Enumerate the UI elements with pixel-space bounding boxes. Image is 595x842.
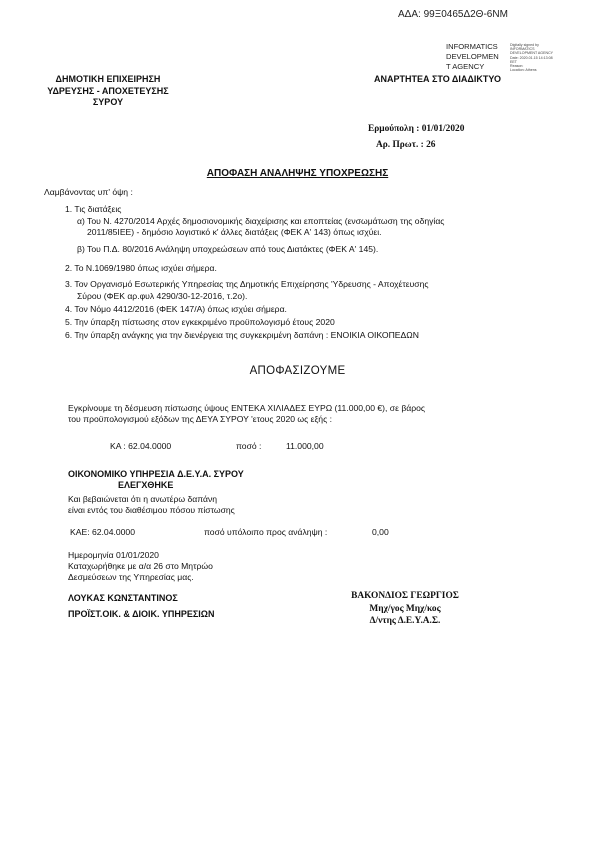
signatory-right — [340, 590, 470, 628]
signatory-right-name: ΒΑΚΟΝΔΙΟΣ ΓΕΩΡΓΙΟΣ — [351, 591, 459, 601]
place-date: Ερμούπολη : 01/01/2020 — [368, 124, 465, 134]
stamp-sig-line: Date: 2020.01.15 14:13:08 — [510, 55, 553, 60]
signatory-left — [68, 590, 215, 622]
stamp-organization — [446, 42, 499, 72]
consideration-item: 5. Την ύπαρξη πίστωσης στον εγκεκριμένο προϋπολογισμό έτους 2020 — [65, 317, 335, 327]
consideration-item: 3. Τον Οργανισμό Εσωτερικής Υπηρεσίας της Δημοτικής Επιχείρησης 'Υδρευσης - Αποχέτευσης — [65, 279, 429, 289]
stamp-sig-line: DEVELOPMENT AGENCY — [510, 51, 554, 56]
posted-online-notice: ΑΝΑΡΤΗΤΕΑ ΣΤΟ ΔΙΑΔΙΚΤΥΟ — [374, 74, 501, 84]
ada-code: ΑΔΑ: 99Ξ0465Δ2Θ-6ΝΜ — [398, 9, 508, 20]
amount-label: ποσό : — [236, 441, 262, 451]
amount-value: 11.000,00 — [286, 441, 324, 451]
registration-line: Καταχωρήθηκε με α/α 26 στο Μητρώο — [68, 561, 213, 571]
consideration-item: 1. Τις διατάξεις — [65, 204, 122, 214]
protocol-number: Αρ. Πρωτ. : 26 — [376, 140, 436, 150]
signatory-left-role: ΠΡΟΪΣΤ.ΟΙΚ. & ΔΙΟΙΚ. ΥΠΗΡΕΣΙΩΝ — [68, 609, 215, 619]
kae-code: ΚΑΕ: 62.04.0000 — [70, 527, 135, 537]
stamp-sig-line: Reason: — [510, 64, 524, 69]
ka-code: ΚΑ : 62.04.0000 — [110, 441, 172, 451]
issuer-name — [28, 74, 188, 109]
allocation-row — [110, 441, 324, 452]
stamp-org-line: T AGENCY — [446, 62, 485, 71]
signatory-right-role: Μηχ/γος Μηχ/κος — [369, 603, 441, 614]
remaining-row — [70, 527, 389, 538]
stamp-sig-line: INFORMATICS — [510, 47, 535, 52]
protocol-block — [368, 121, 464, 153]
stamp-sig-line: Location: Athens — [510, 68, 537, 73]
approval-text — [68, 403, 425, 425]
stamp-signature-details — [510, 43, 570, 72]
consideration-item: β) Του Π.Δ. 80/2016 Ανάληψη υποχρεώσεων από τους Διατάκτες (ΦΕΚ Α' 145). — [77, 244, 379, 254]
digital-signature-stamp — [446, 42, 574, 72]
confirmation-text — [68, 494, 235, 516]
consideration-item: α) Του Ν. 4270/2014 Αρχές δημοσιονομικής διαχείρισης και εποπτείας (ενσωμάτωση της οδηγίας — [77, 216, 445, 226]
consideration-item: 6. Την ύπαρξη ανάγκης για την διενέργεια της συγκεκριμένη δαπάνη : ΕΝΟΙΚΙΑ ΟΙΚΟΠΕΔΩΝ — [65, 330, 419, 340]
issuer-line: ΥΔΡΕΥΣΗΣ - ΑΠΟΧΕΤΕΥΣΗΣ — [47, 85, 169, 96]
stamp-sig-line: EET — [510, 59, 517, 64]
consideration-item: 4. Τον Νόμο 4412/2016 (ΦΕΚ 147/Α) όπως ισχύει σήμερα. — [65, 304, 287, 314]
approval-line: Εγκρίνουμε τη δέσμευση πίστωσης ύψους ΕΝΤΕΚΑ ΧΙΛΙΑΔΕΣ ΕΥΡΩ (11.000,00 €), σε βάρος — [68, 403, 426, 413]
confirmation-line: Και βεβαιώνεται ότι η ανωτέρω δαπάνη — [68, 494, 218, 504]
financial-service-block — [68, 469, 244, 491]
remaining-value: 0,00 — [372, 527, 389, 537]
stamp-org-line: INFORMATICS — [446, 42, 498, 51]
approval-line: του προϋπολογισμού εξόδων της ΔΕΥΑ ΣΥΡΟΥ 'ετους 2020 ως εξής : — [68, 414, 332, 424]
registration-line: Ημερομηνία 01/01/2020 — [68, 550, 159, 560]
registration-line: Δεσμεύσεων της Υπηρεσίας μας. — [68, 572, 194, 582]
stamp-org-line: DEVELOPMEN — [446, 52, 499, 61]
intro-text: Λαμβάνοντας υπ' όψη : — [44, 187, 133, 197]
consideration-item: 2. Το Ν.1069/1980 όπως ισχύει σήμερα. — [65, 263, 217, 273]
consideration-item: Σύρου (ΦΕΚ αρ.φυλ 4290/30-12-2016, τ.2ο). — [77, 291, 248, 301]
decision-heading: ΑΠΟΦΑΣΙΖΟΥΜΕ — [249, 365, 346, 377]
registration-block — [68, 550, 213, 583]
checked-status: ΕΛΕΓΧΘΗΚΕ — [118, 480, 174, 490]
signatory-right-org: Δ/ντης Δ.Ε.Υ.Α.Σ. — [369, 616, 441, 626]
consideration-item: 2011/85ΙΕΕ) - δημόσιο λογιστικό κ' άλλες διατάξεις (ΦΕΚ Α' 143) όπως ισχύει. — [87, 227, 382, 237]
stamp-sig-line: Digitally signed by — [510, 43, 539, 47]
remaining-label: ποσό υπόλοιπο προς ανάληψη : — [204, 527, 328, 537]
financial-service-name: ΟΙΚΟΝΟΜΙΚΟ ΥΠΗΡΕΣΙΑ Δ.Ε.Υ.Α. ΣΥΡΟΥ — [68, 469, 244, 479]
issuer-line: ΣΥΡΟΥ — [92, 97, 124, 107]
document-title: ΑΠΟΦΑΣΗ ΑΝΑΛΗΨΗΣ ΥΠΟΧΡΕΩΣΗΣ — [206, 168, 389, 179]
issuer-line: ΔΗΜΟΤΙΚΗ ΕΠΙΧΕΙΡΗΣΗ — [55, 74, 161, 84]
confirmation-line: είναι εντός του διαθέσιμου πόσου πίστωσης — [68, 505, 235, 515]
signatory-left-name: ΛΟΥΚΑΣ ΚΩΝΣΤΑΝΤΙΝΟΣ — [68, 593, 178, 603]
